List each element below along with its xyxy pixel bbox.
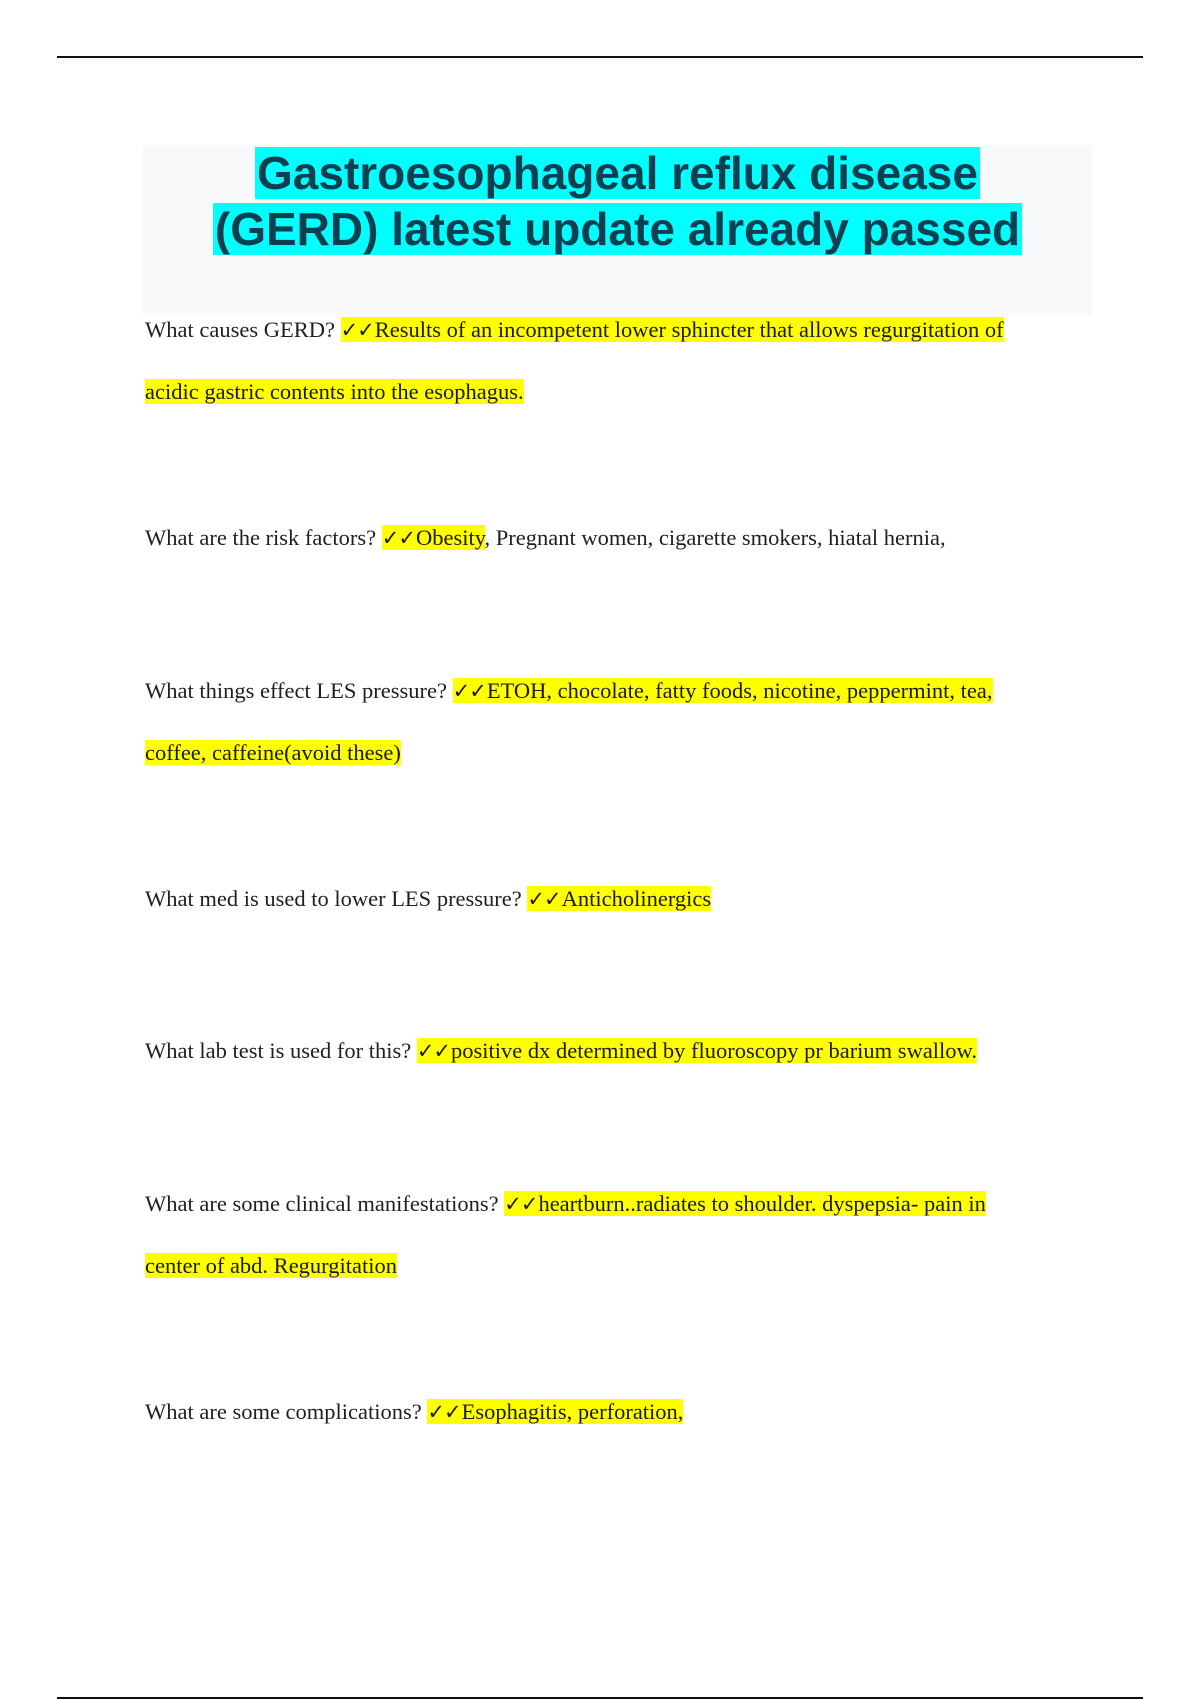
answer-text: Obesity	[415, 525, 485, 550]
question: What lab test is used for this?	[145, 1038, 412, 1063]
qa-item	[145, 1381, 1075, 1443]
answer-text: positive dx determined by fluoroscopy pr barium swallow.	[451, 1038, 977, 1063]
qa-item	[145, 1020, 1075, 1082]
double-check-icon: ✓✓	[381, 526, 415, 550]
answer-continuation: center of abd. Regurgitation	[145, 1253, 398, 1278]
question: What are the risk factors?	[145, 525, 377, 550]
question: What are some complications?	[145, 1399, 422, 1424]
answer-text: Esophagitis, perforation,	[461, 1399, 684, 1424]
answer-text: ETOH, chocolate, fatty foods, nicotine, peppermint, tea,	[486, 678, 993, 703]
answer-continuation: coffee, caffeine(avoid these)	[145, 740, 401, 765]
question: What causes GERD?	[145, 317, 335, 342]
qa-item	[145, 660, 1075, 783]
question: What are some clinical manifestations?	[145, 1191, 499, 1216]
qa-item	[145, 507, 1075, 569]
answer-text: Results of an incompetent lower sphincter that allows regurgitation of	[374, 317, 1004, 342]
answer-continuation: acidic gastric contents into the esophagus.	[145, 379, 524, 404]
header-rule	[57, 56, 1143, 58]
title-banner	[143, 145, 1092, 315]
question: What med is used to lower LES pressure?	[145, 886, 522, 911]
answer	[427, 1399, 683, 1424]
double-check-icon: ✓✓	[452, 679, 486, 703]
answer	[417, 1038, 977, 1063]
qa-item	[145, 868, 1075, 930]
double-check-icon: ✓✓	[416, 1039, 451, 1063]
question: What things effect LES pressure?	[145, 678, 447, 703]
title-line-1: Gastroesophageal reflux disease	[257, 147, 978, 199]
answer	[382, 525, 485, 550]
footer-rule	[57, 1697, 1143, 1699]
answer-text: Anticholinergics	[561, 886, 712, 911]
double-check-icon: ✓✓	[504, 1192, 538, 1216]
answer	[527, 886, 711, 911]
qa-item	[145, 299, 1075, 422]
answer-unhighlighted: , Pregnant women, cigarette smokers, hiatal hernia,	[484, 525, 946, 550]
double-check-icon: ✓✓	[340, 318, 374, 342]
document-title	[143, 145, 1092, 257]
answer-text: heartburn..radiates to shoulder. dyspepsia- pain in	[538, 1191, 986, 1216]
qa-item	[145, 1173, 1075, 1296]
double-check-icon: ✓✓	[427, 1400, 461, 1424]
answer	[504, 1191, 986, 1216]
title-line-2: (GERD) latest update already passed	[214, 203, 1021, 255]
answer	[453, 678, 993, 703]
double-check-icon: ✓✓	[527, 887, 561, 911]
answer	[341, 317, 1004, 342]
